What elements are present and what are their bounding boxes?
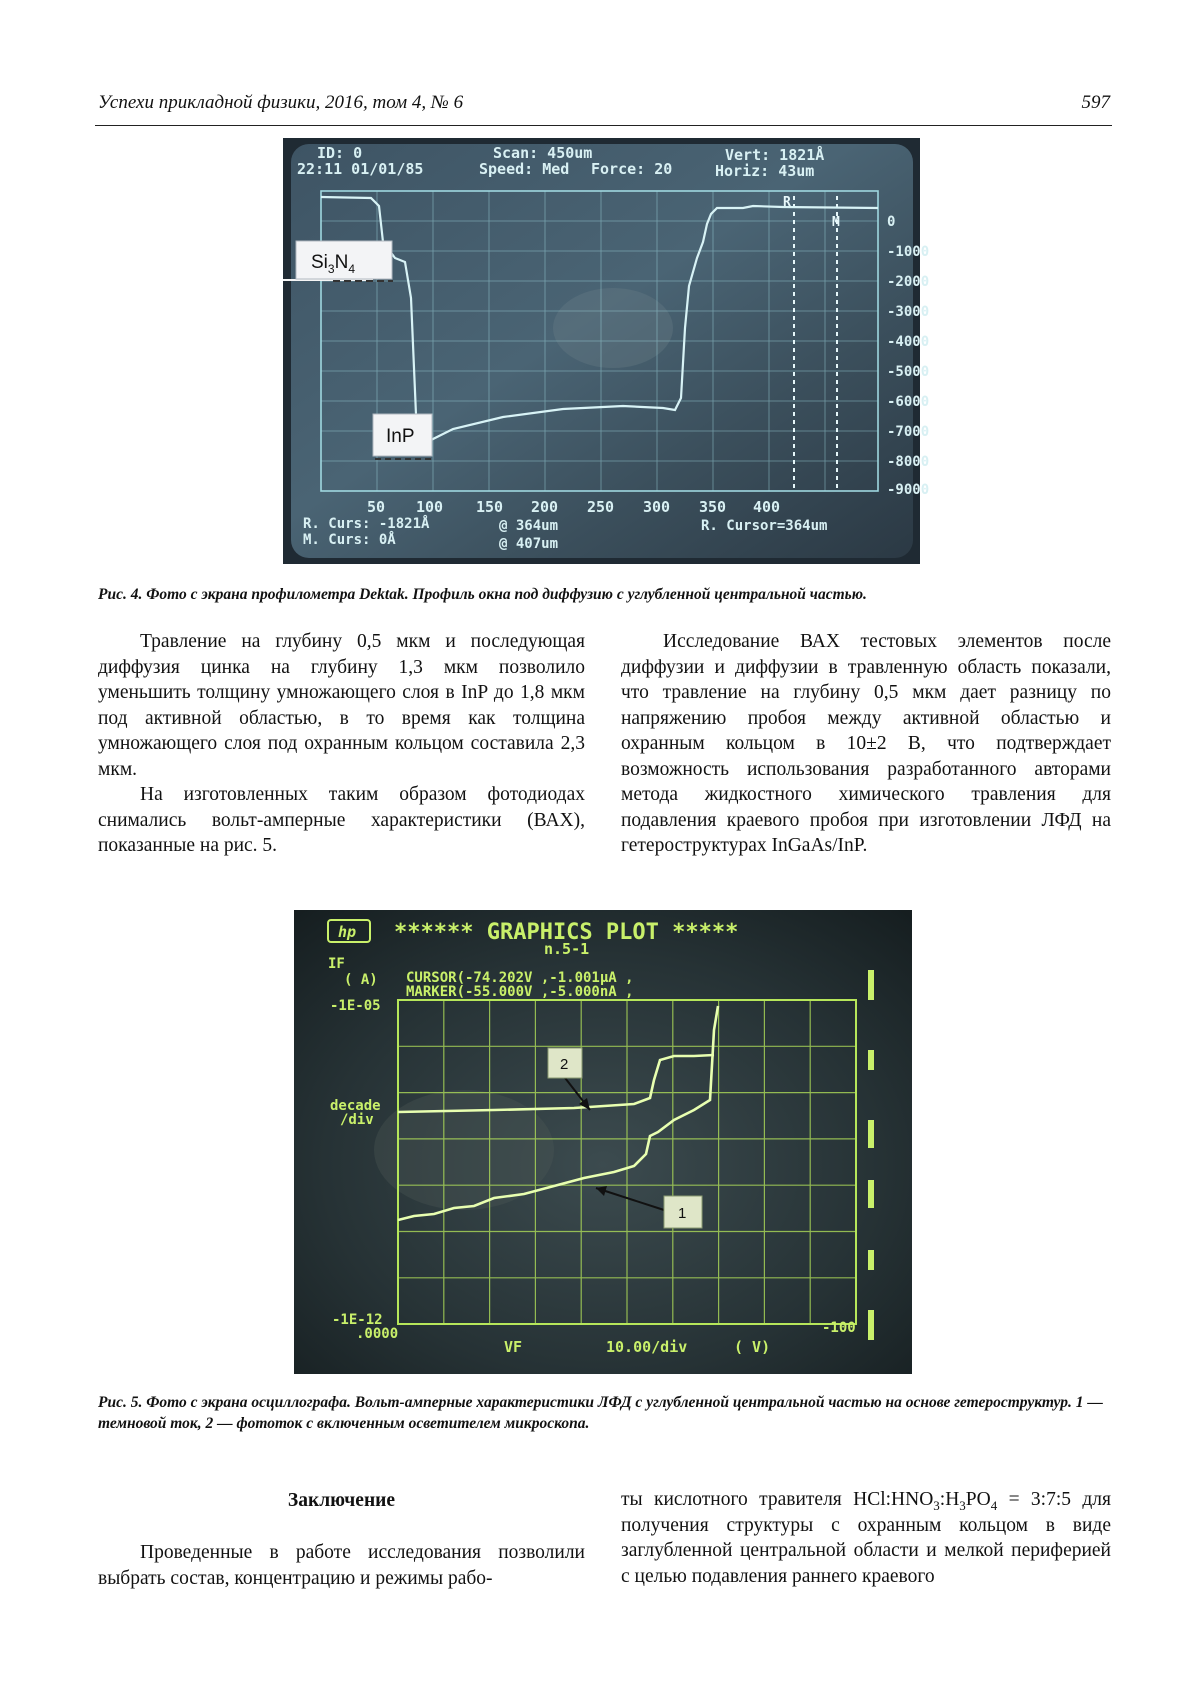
screen-horiz: Horiz: 43um [715, 162, 815, 180]
callout-1-label: 1 [678, 1205, 687, 1222]
x-tick-label: 400 [753, 498, 781, 516]
if-label: IF [328, 956, 345, 972]
y-tick-label: -3000 [887, 304, 930, 320]
screen-glare [553, 288, 673, 368]
y-tick-label: -4000 [887, 334, 930, 350]
header-rule [95, 125, 1112, 126]
si3n4-label: $Si_3N_4$ [311, 252, 356, 276]
screen-vert: Vert: 1821Å [725, 146, 825, 164]
figure-4 [283, 138, 930, 564]
oscilloscope-screen [294, 910, 912, 1374]
x-tick-label: 100 [416, 498, 444, 516]
r-curs-readout: R. Curs: -1821Å [303, 516, 430, 532]
screen-datetime: 22:11 01/01/85 [297, 160, 424, 178]
figure-4-caption: Рис. 4. Фото с экрана профилометра Dektak. Профиль окна под диффузию с углубленной центральной частью. [98, 586, 867, 603]
x-axis-unit-label: ( V) [734, 1338, 771, 1356]
screen-force: Force: 20 [591, 160, 673, 178]
marker-readout: MARKER(-55.000V ,-5.000nA , [406, 984, 634, 1000]
x-tick-label: 300 [643, 498, 671, 516]
left-column-bottom [98, 1540, 585, 1591]
plot-title: ****** GRAPHICS PLOT ***** [394, 920, 739, 945]
y-axis-top-label: -1E-05 [330, 998, 381, 1014]
paragraph: На изготовленных таким образом фотодиодах снимались вольт-амперные характеристики (ВАХ), показанные на рис. 5. [98, 784, 585, 856]
m-pos-readout: @ 407um [499, 536, 559, 552]
y-tick-label: -6000 [887, 394, 930, 410]
screen-scan: Scan: 450um [493, 144, 593, 162]
y-axis-scale-unit: /div [340, 1112, 374, 1128]
y-tick-label: -9000 [887, 482, 930, 498]
x-axis-vf-label: VF [504, 1338, 523, 1356]
x-tick-label: 200 [531, 498, 559, 516]
y-tick-label: -2000 [887, 274, 930, 290]
x-tick-label: 350 [699, 498, 727, 516]
left-column-top [98, 629, 585, 859]
conclusion-heading: Заключение [287, 1490, 396, 1511]
inp-label: InP [386, 426, 415, 447]
right-column-top [621, 629, 1111, 859]
paragraph: ты кислотного травителя $HCl:HNO_3:H_3PO_4$ = 3:7:5 для получения структуры с охранным кольцом в виде заглубленной центральной области и мелкой периферией с целью подавления раннего краевого [621, 1489, 1111, 1587]
m-marker: M [832, 215, 840, 230]
y-tick-label: 0 [887, 214, 896, 230]
hp-logo: hp [338, 923, 357, 941]
paragraph: Травление на глубину 0,5 мкм и последующая диффузия цинка на глубину 1,3 мкм позволило уменьшить толщину умножающего слоя в InP до 1,8 мкм под активной областью, в то время как толщина умножающего слоя под охранным кольцом составила 2,3 мкм. [98, 631, 585, 780]
cursor-readout: CURSOR(-74.202V ,-1.001μA , [406, 970, 634, 986]
x-axis-scale-label: 10.00/div [606, 1338, 688, 1356]
x-axis-left-label: .0000 [356, 1326, 399, 1342]
screen-speed: Speed: Med [479, 160, 570, 178]
unit-a-label: ( A) [344, 972, 378, 988]
m-curs-readout: M. Curs: 0Å [303, 532, 396, 548]
y-axis-bottom-label: -1E-12 [332, 1312, 383, 1328]
page-number: 597 [1081, 92, 1110, 113]
callout-2-label: 2 [560, 1056, 569, 1073]
screen-id: ID: 0 [317, 144, 363, 162]
figure-5 [294, 910, 912, 1374]
y-tick-label: -1000 [887, 244, 930, 260]
y-tick-label: -7000 [887, 424, 930, 440]
journal-header: Успехи прикладной физики, 2016, том 4, № 6 [98, 92, 464, 113]
paragraph: Исследование ВАХ тестовых элементов после диффузии и диффузии в травленную область показали, что травление на глубину 0,5 мкм дает разницу по напряжению пробоя между активной областью и охранным кольцом в 10±2 В, что подтверждает возможность использования разработанного авторами метода жидкостного химического травления для подавления краевого пробоя при изготовлении ЛФД на гетероструктурах InGaAs/InP. [621, 631, 1111, 856]
r-pos-readout: @ 364um [499, 518, 559, 534]
paragraph: Проведенные в работе исследования позволили выбрать состав, концентрацию и режимы рабо- [98, 1542, 585, 1589]
y-tick-label: -5000 [887, 364, 930, 380]
figure-5-caption: Рис. 5. Фото с экрана осциллографа. Вольт-амперные характеристики ЛФД с углубленной центральной частью на основе гетероструктур. 1 — темновой ток, 2 — фототок с включенным осветителем микроскопа. [98, 1394, 1103, 1432]
profilometer-screen [283, 138, 930, 564]
x-tick-label: 150 [476, 498, 504, 516]
plot-subtitle: n.5-1 [544, 940, 590, 958]
y-axis-scale-label: decade [330, 1098, 381, 1114]
x-tick-label: 250 [587, 498, 615, 516]
x-tick-label: 50 [367, 498, 386, 516]
r-marker: R [783, 195, 791, 210]
r-cursor-readout: R. Cursor=364um [701, 518, 828, 534]
right-column-bottom [621, 1487, 1111, 1589]
x-axis-right-label: -100 [822, 1320, 856, 1336]
y-tick-label: -8000 [887, 454, 930, 470]
